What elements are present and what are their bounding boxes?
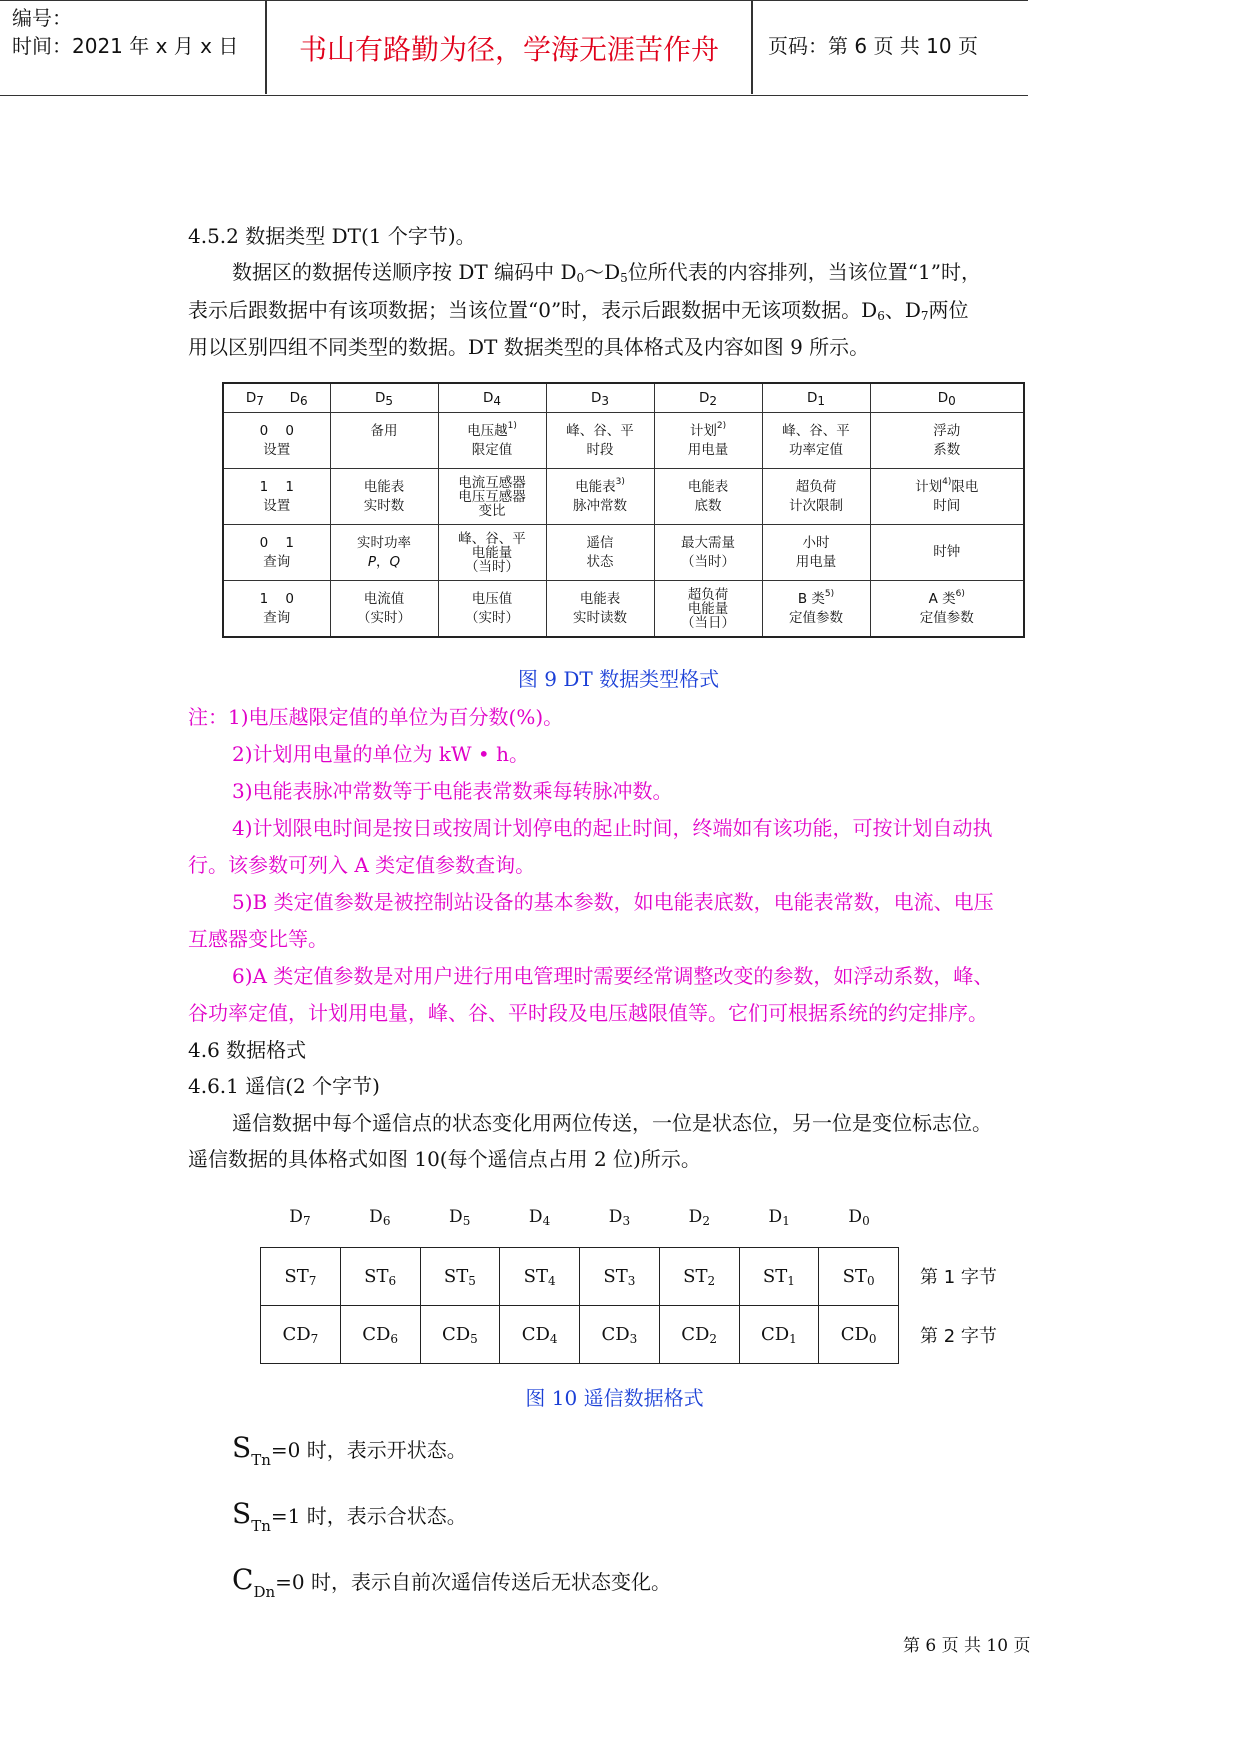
bit-label: $D_7$: [289, 1207, 311, 1228]
bit-label: $D_2$: [688, 1207, 710, 1228]
table-cell: 计划$^{2)}$ 用电量: [654, 413, 762, 469]
table-cell: 电能表$^{3)}$ 脉冲常数: [546, 469, 654, 525]
note-line: 6)A 类定值参数是对用户进行用电管理时需要经常调整改变的参数，如浮动系数，峰、: [232, 964, 994, 988]
definition-line: $C_{Dn}=0$ 时，表示自前次遥信传送后无状态变化。: [232, 1563, 671, 1601]
header-cell: $D_7$ $D_6$: [223, 383, 330, 413]
table-cell: 备用: [330, 413, 438, 469]
table-cell: 电压越$^{1)}$ 限定值: [438, 413, 546, 469]
paragraph-line: 数据区的数据传送顺序按 DT 编码中 $D_0\sim D_5$位所代表的内容排列，当该位置“1”时，: [232, 260, 981, 285]
cd-cell: $CD_7$: [261, 1306, 341, 1364]
note-line: 3)电能表脉冲常数等于电能表常数乘每转脉冲数。: [232, 779, 673, 803]
note-line: 4)计划限电时间是按日或按周计划停电的起止时间，终端如有该功能，可按计划自动执: [232, 816, 993, 840]
note-line: 行。该参数可列入 A 类定值参数查询。: [188, 853, 536, 877]
code-label: 编号：: [12, 6, 72, 30]
cd-cell: $CD_0$: [819, 1306, 899, 1364]
header-divider: [751, 0, 753, 94]
bit-label: $D_4$: [528, 1207, 551, 1228]
note-line: 5)B 类定值参数是被控制站设备的基本参数，如电能表底数，电能表常数，电流、电压: [232, 890, 994, 914]
header-motto: 书山有路勤为径，学海无涯苦作舟: [298, 33, 719, 66]
st-cell: $ST_2$: [659, 1248, 739, 1306]
table-cell: 0 1 查询: [223, 525, 330, 581]
table-cell: 超负荷 计次限制: [762, 469, 870, 525]
table-cell: 电流值 （实时）: [330, 581, 438, 638]
time-label: 时间：2021 年 x 月 x 日: [12, 34, 239, 58]
header-cell: $D_5$: [330, 383, 438, 413]
note-line: 2)计划用电量的单位为 kW • h。: [232, 742, 529, 766]
definition-line: $S_{Tn}=1$ 时，表示合状态。: [232, 1497, 467, 1535]
section-heading: 4.6 数据格式: [188, 1038, 307, 1062]
table-cell: 电能表 实时读数: [546, 581, 654, 638]
paragraph-line: 用以区别四组不同类型的数据。DT 数据类型的具体格式及内容如图 9 所示。: [188, 335, 870, 359]
table-row: [261, 1306, 899, 1364]
table-row: [223, 413, 1024, 469]
bit-label: $D_6$: [369, 1207, 391, 1228]
cd-cell: $CD_4$: [500, 1306, 580, 1364]
table-cell: 电能表 实时数: [330, 469, 438, 525]
table-cell: 峰、谷、平 功率定值: [762, 413, 870, 469]
table-cell: 计划$^{4)}$限电 时间: [870, 469, 1024, 525]
table-cell: 实时功率 P，Q: [330, 525, 438, 581]
page-footer: 第 6 页 共 10 页: [903, 1636, 1031, 1656]
paragraph-line: 遥信数据的具体格式如图 10(每个遥信点占用 2 位)所示。: [188, 1147, 701, 1171]
page-header: [0, 0, 1028, 96]
st-cell: $ST_7$: [261, 1248, 341, 1306]
st-cell: $ST_0$: [819, 1248, 899, 1306]
table-cell: 最大需量 （当时）: [654, 525, 762, 581]
section-heading: 4.5.2 数据类型 DT(1 个字节)。: [188, 224, 476, 248]
definition-line: $S_{Tn}=0$ 时，表示开状态。: [232, 1431, 467, 1469]
remote-signal-table: [260, 1247, 899, 1364]
bit-label: $D_5$: [449, 1207, 471, 1228]
byte-label: 第 2 字节: [920, 1326, 997, 1347]
note-line: 互感器变比等。: [188, 927, 328, 951]
cd-cell: $CD_3$: [580, 1306, 660, 1364]
subsection-heading: 4.6.1 遥信(2 个字节): [188, 1074, 380, 1098]
table-cell: 电流互感器 电压互感器 变比: [438, 469, 546, 525]
cd-cell: $CD_5$: [420, 1306, 500, 1364]
header-cell: $D_4$: [438, 383, 546, 413]
dt-format-table: [222, 382, 1025, 638]
bit-label: $D_3$: [608, 1207, 631, 1228]
st-cell: $ST_4$: [500, 1248, 580, 1306]
table-row: [223, 581, 1024, 638]
st-cell: $ST_1$: [739, 1248, 819, 1306]
st-cell: $ST_5$: [420, 1248, 500, 1306]
cd-cell: $CD_2$: [659, 1306, 739, 1364]
table-row: [223, 469, 1024, 525]
header-meta: [12, 4, 238, 60]
figure-caption: 图 9 DT 数据类型格式: [517, 667, 720, 691]
table-cell: 超负荷 电能量 （当日）: [654, 581, 762, 638]
cd-cell: $CD_6$: [340, 1306, 420, 1364]
table-cell: 时钟: [870, 525, 1024, 581]
note-line: 注：1)电压越限定值的单位为百分数(%)。: [188, 705, 564, 729]
table-cell: 1 0 查询: [223, 581, 330, 638]
table-cell: 峰、谷、平 时段: [546, 413, 654, 469]
table-cell: 1 1 设置: [223, 469, 330, 525]
table-row: [261, 1248, 899, 1306]
table-cell: B 类$^{5)}$ 定值参数: [762, 581, 870, 638]
st-cell: $ST_6$: [340, 1248, 420, 1306]
table-cell: 峰、谷、平 电能量 （当时）: [438, 525, 546, 581]
header-cell: $D_2$: [654, 383, 762, 413]
cd-cell: $CD_1$: [739, 1306, 819, 1364]
table-row: [223, 525, 1024, 581]
byte-label: 第 1 字节: [920, 1267, 997, 1288]
table-cell: 电能表 底数: [654, 469, 762, 525]
bit-label: $D_0$: [848, 1207, 870, 1228]
note-line: 谷功率定值，计划用电量，峰、谷、平时段及电压越限值等。它们可根据系统的约定排序。: [188, 1001, 988, 1025]
header-cell: $D_3$: [546, 383, 654, 413]
header-cell: $D_0$: [870, 383, 1024, 413]
figure-caption: 图 10 遥信数据格式: [525, 1386, 704, 1410]
table-cell: 0 0 设置: [223, 413, 330, 469]
table-cell: 遥信 状态: [546, 525, 654, 581]
paragraph-line: 遥信数据中每个遥信点的状态变化用两位传送，一位是状态位，另一位是变位标志位。: [232, 1111, 992, 1135]
header-cell: $D_1$: [762, 383, 870, 413]
table-cell: 浮动 系数: [870, 413, 1024, 469]
header-page-number: 页码：第 6 页 共 10 页: [768, 34, 978, 58]
st-cell: $ST_3$: [580, 1248, 660, 1306]
bit-label: $D_1$: [768, 1207, 790, 1228]
paragraph-line: 表示后跟数据中有该项数据；当该位置“0”时，表示后跟数据中无该项数据。$D_6$、$D_7$两位: [188, 298, 969, 323]
table-cell: A 类$^{6)}$ 定值参数: [870, 581, 1024, 638]
table-cell: 小时 用电量: [762, 525, 870, 581]
table-cell: 电压值 （实时）: [438, 581, 546, 638]
table-header-row: [223, 383, 1024, 413]
